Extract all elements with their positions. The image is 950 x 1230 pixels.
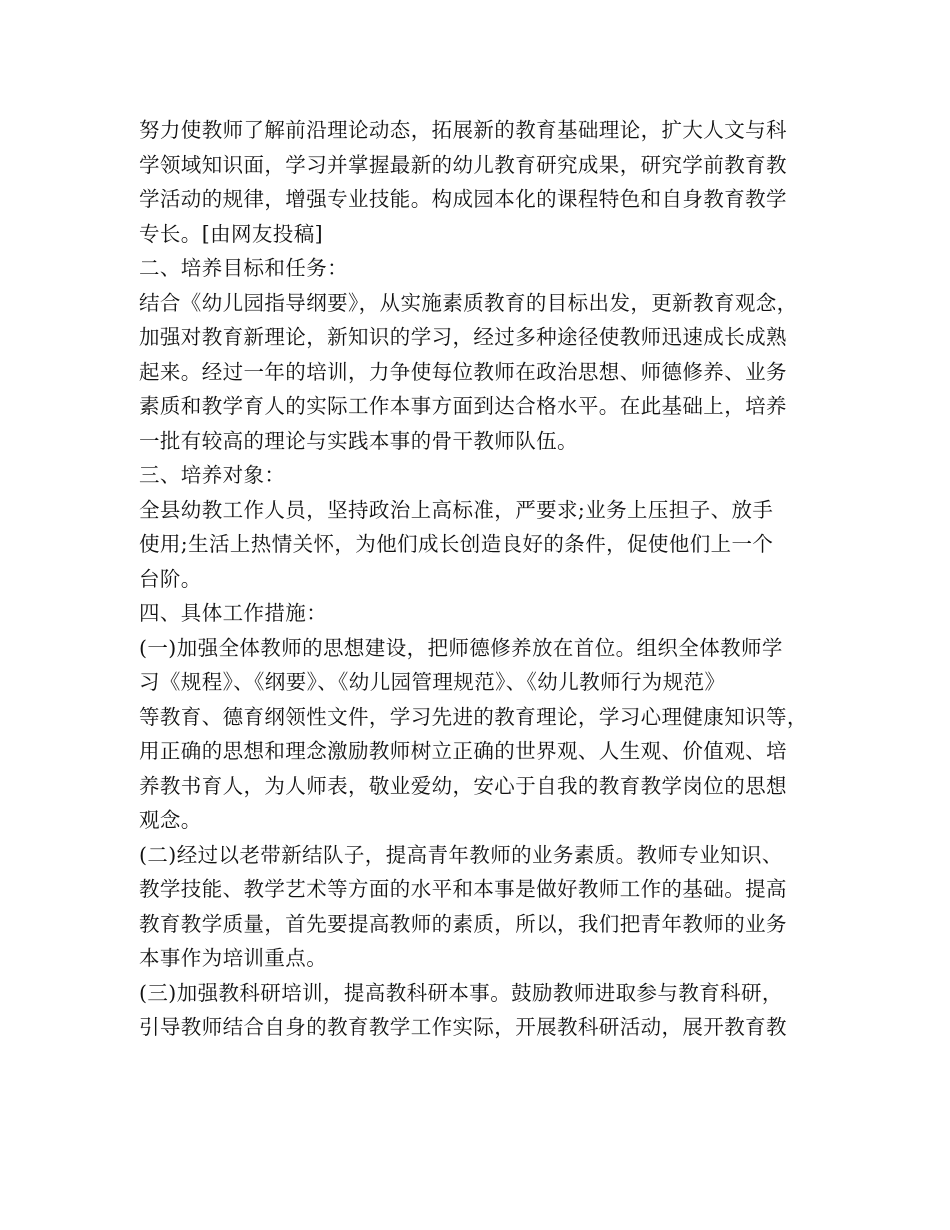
text-line: 等教育、德育纲领性文件，学习先进的教育理论，学习心理健康知识等， [139, 704, 808, 729]
text-line: 起来。经过一年的培训，力争使每位教师在政治思想、师德修养、业务 [139, 359, 787, 384]
text-line: 素质和教学育人的实际工作本事方面到达合格水平。在此基础上，培养 [139, 394, 787, 418]
section-heading: 四、具体工作措施： [139, 601, 328, 625]
text-line: 加强对教育新理论，新知识的学习，经过多种途径使教师迅速成长成熟 [139, 325, 787, 349]
section-heading: 二、培养目标和任务： [139, 256, 348, 280]
text-line: 观念。 [139, 808, 202, 832]
text-line: 教学技能、教学艺术等方面的水平和本事是做好教师工作的基础。提高 [139, 877, 787, 901]
text-line: 努力使教师了解前沿理论动态，拓展新的教育基础理论，扩大人文与科 [139, 118, 787, 142]
text-line: 台阶。 [139, 566, 202, 591]
text-line: 习《规程》、《纲要》、《幼儿园管理规范》、《幼儿教师行为规范》 [139, 670, 726, 694]
text-line: 用正确的思想和理念激励教师树立正确的世界观、人生观、价值观、培 [139, 739, 787, 763]
text-line: 教育教学质量，首先要提高教师的素质，所以，我们把青年教师的业务 [139, 911, 787, 936]
document-body [139, 113, 829, 1045]
text-line: 引导教师结合自身的教育教学工作实际，开展教科研活动，展开教育教 [139, 1015, 787, 1039]
text-line: 全县幼教工作人员，坚持政治上高标准，严要求;业务上压担子、放手 [139, 497, 774, 522]
text-line: 使用;生活上热情关怀，为他们成长创造良好的条件，促使他们上一个 [139, 532, 774, 556]
text-line: 学活动的规律，增强专业技能。构成园本化的课程特色和自身教育教学 [139, 187, 787, 211]
text-line: 专长。[由网友投稿] [139, 221, 323, 246]
text-line: (三)加强教科研培训，提高教科研本事。鼓励教师进取参与教育科研， [139, 980, 783, 1005]
text-line: 本事作为培训重点。 [139, 946, 328, 970]
text-line: 养教书育人，为人师表，敬业爱幼，安心于自我的教育教学岗位的思想 [139, 773, 787, 798]
text-line: 结合《幼儿园指导纲要》，从实施素质教育的目标出发，更新教育观念， [139, 290, 798, 315]
text-line: 一批有较高的理论与实践本事的骨干教师队伍。 [139, 428, 578, 453]
text-line: (二)经过以老带新结队子，提高青年教师的业务素质。教师专业知识、 [139, 842, 783, 867]
section-heading: 三、培养对象： [139, 463, 286, 487]
text-line: 学领域知识面，学习并掌握最新的幼儿教育研究成果，研究学前教育教 [139, 152, 787, 177]
text-line: (一)加强全体教师的思想建设，把师德修养放在首位。组织全体教师学 [139, 635, 783, 660]
